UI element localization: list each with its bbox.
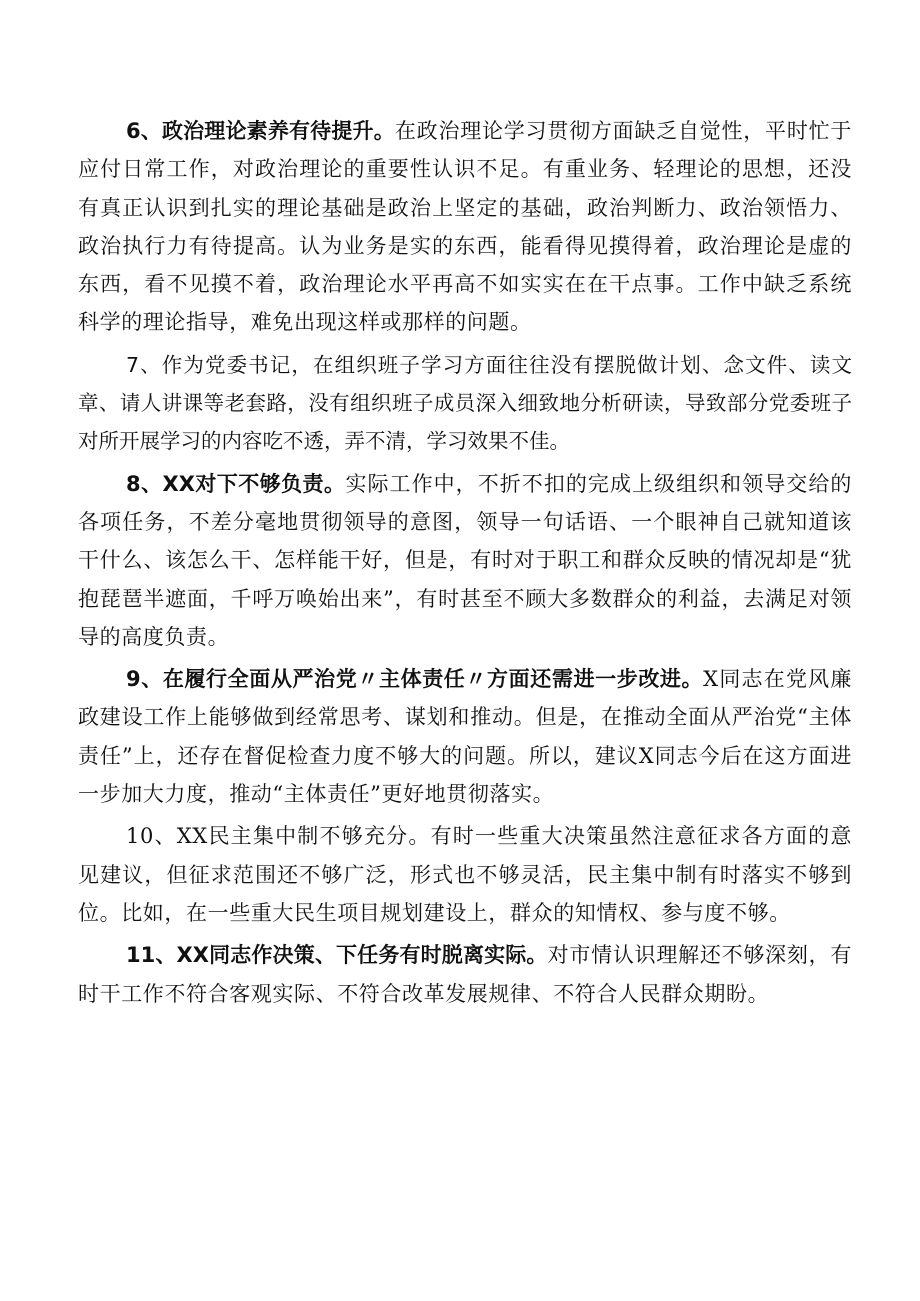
paragraph-text: 实际工作中，不折不扣的完成上级组织和领导交给的各项任务，不差分毫地贯彻领导的意图，领导一句话语、一个眼神自己就知道该干什么、该怎么干、怎样能干好，但是，有时对于职工和群众反映的情况却是“犹抱琵琶半遮面，千呼万唤始出来”，有时甚至不顾大多数群众的利益，去满足对领导的高度负责。: [78, 471, 852, 649]
paragraph-text: 7、作为党委书记，在组织班子学习方面往往没有摆脱做计划、念文件、读文章、请人讲课等老套路，没有组织班子成员深入细致地分析研读，导致部分党委班子对所开展学习的内容吃不透，弄不清，学习效果不佳。: [78, 352, 852, 454]
document-body: [78, 112, 852, 1017]
paragraph-text: 在政治理论学习贯彻方面缺乏自觉性，平时忙于应付日常工作，对政治理论的重要性认识不足。有重业务、轻理论的思想，还没有真正认识到扎实的理论基础是政治上坚定的基础，政治判断力、政治领悟力、政治执行力有待提高。认为业务是实的东西，能看得见摸得着，政治理论是虚的东西，看不见摸不着，政治理论水平再高不如实实在在干点事。工作中缺乏系统科学的理论指导，难免出现这样或那样的问题。: [78, 119, 852, 335]
paragraph-10: [78, 817, 852, 932]
paragraph-8: [78, 465, 852, 656]
paragraph-text: 对市情认识理解还不够深刻，有时干工作不符合客观实际、不符合改革发展规律、不符合人民群众期盼。: [78, 943, 853, 1006]
paragraph-9: [78, 660, 852, 813]
paragraph-heading: 8、XX对下不够负责。: [126, 471, 346, 496]
paragraph-heading: 6、政治理论素养有待提升。: [126, 119, 395, 143]
paragraph-text: X同志在党风廉政建设工作上能够做到经常思考、谋划和推动。但是，在推动全面从严治党“主体责任”上，还存在督促检查力度不够大的问题。所以，建议X同志今后在这方面进一步加大力度，推动“主体责任”更好地贯彻落实。: [78, 667, 852, 807]
paragraph-heading: 10、XX民主集中制不够充分。: [126, 824, 431, 849]
paragraph-heading: 11、XX同志作决策、下任务有时脱离实际。: [126, 943, 548, 968]
paragraph-11: [78, 936, 852, 1013]
paragraph-6: [78, 112, 852, 342]
paragraph-7: [78, 346, 852, 461]
paragraph-text: 有时一些重大决策虽然注意征求各方面的意见建议，但征求范围还不够广泛，形式也不够灵活，民主集中制有时落实不够到位。比如，在一些重大民生项目规划建设上，群众的知情权、参与度不够。: [78, 824, 852, 925]
paragraph-heading: 9、在履行全面从严治党〃主体责任〃方面还需进一步改进。: [126, 667, 704, 692]
